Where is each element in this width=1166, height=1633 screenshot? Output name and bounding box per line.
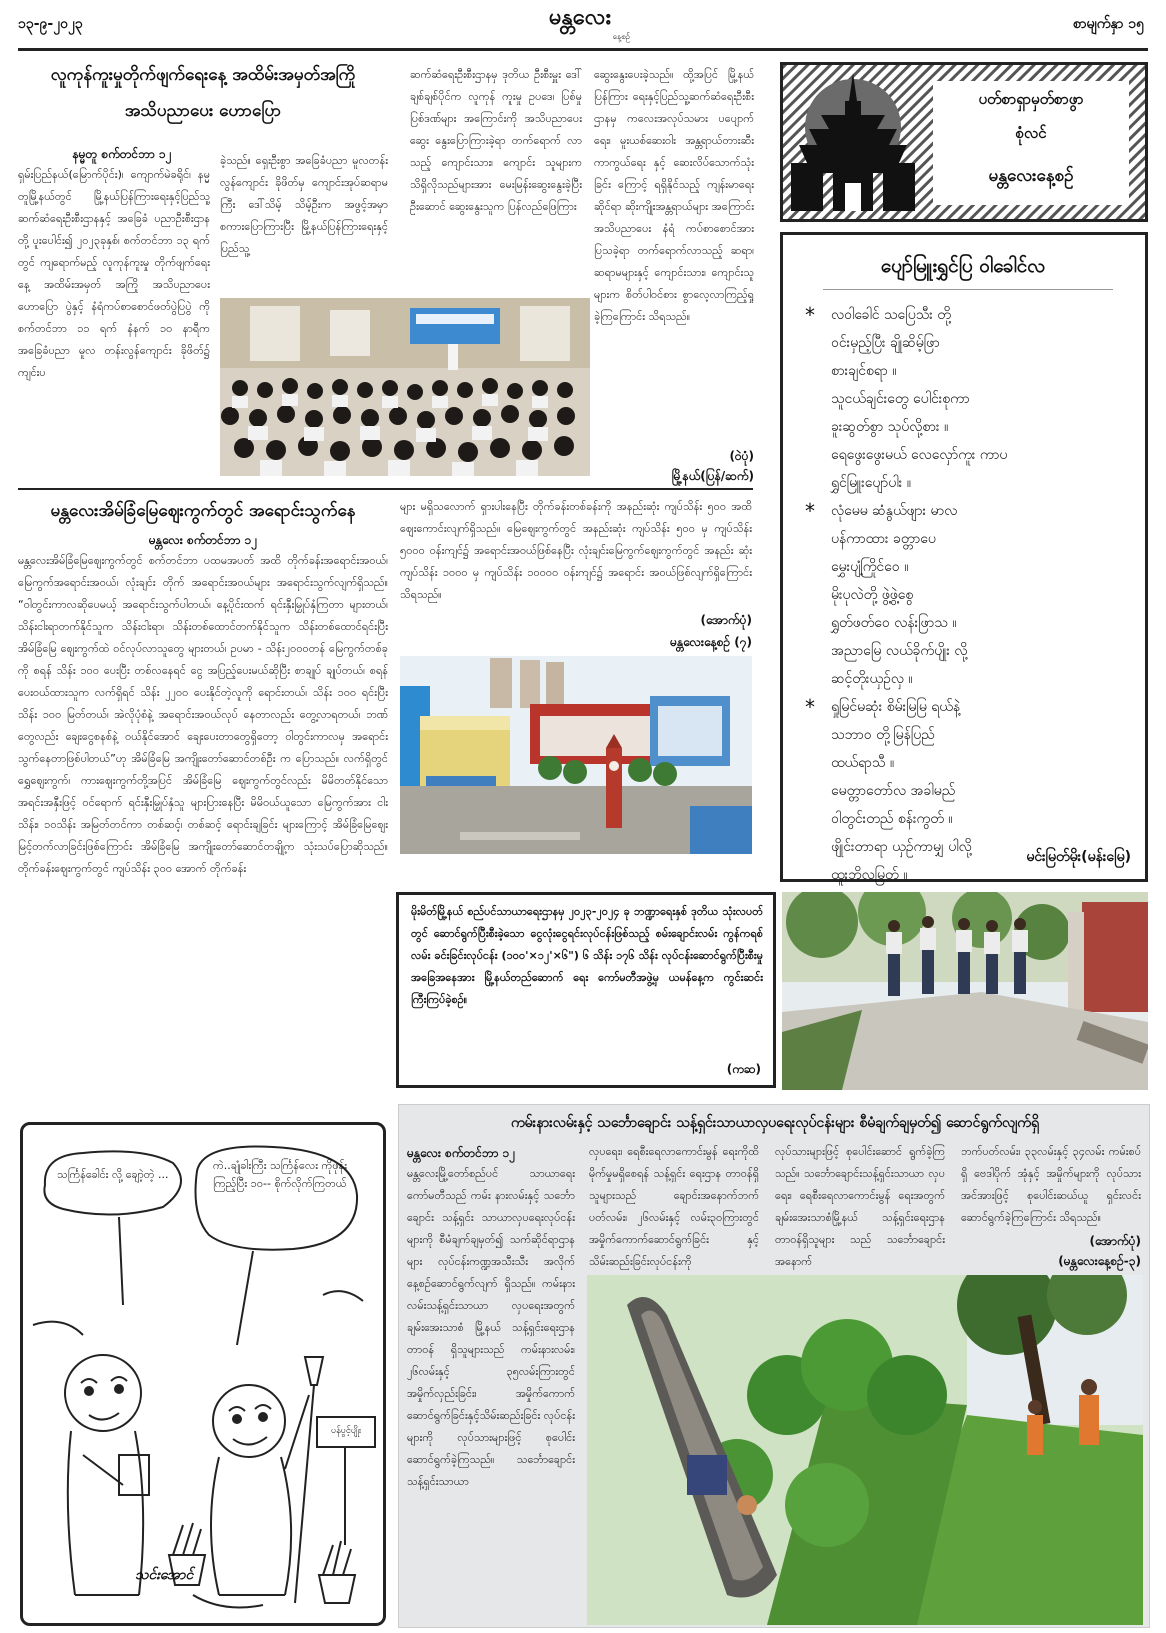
- article-real-estate: [18, 494, 758, 875]
- article-1-photo-auditorium: [220, 298, 590, 476]
- auditorium-photo-illustration: [220, 298, 590, 476]
- article-1-column-1: ရှမ်းပြည်နယ်(မြောက်ပိုင်း)၊ ကျောက်မဲခရိုင်၊ နမ္မတူမြို့နယ်တွင် မြို့နယ်ပြန်ကြားရေးနှင့်ပြည်သူ့ ဆက်ဆံရေးဦးစီးဌာနနှင့် အခြေခံ ပညာဦးစီးဌာနတို့ ပူးပေါင်း၍ ၂၀၂၃ခုနှစ်၊ စက်တင်ဘာ ၁၃ ရက် တွင် ကျရောက်မည့် လူကုန်ကူးမှု တိုက်ဖျက်ရေးနေ့ အထိမ်းအမှတ် အကြို အသိပညာပေး ဟောပြော ပွဲနှင့် နံရံကပ်စာစောင်ဖတ်ပွဲပြပွဲ ကို စက်တင်ဘာ ၁၁ ရက် နံနက် ၁၀ နာရီက အခြေခံပညာ မူလ တန်းလွန်ကျောင်း ခိုဖိတ်၌ ကျင်းပ: [18, 168, 210, 379]
- article-2-headline: မန္တလေးအိမ်ခြံမြေဈေးကွက်တွင် အရောင်းသွက်နေ: [50, 501, 356, 521]
- article-4-dateline: မန္တလေး စက်တင်ဘာ ၁၂: [407, 1146, 516, 1160]
- poem-line: မွှေးပျံ့ကြိုင်ဝေ ။: [831, 559, 909, 575]
- article-4-column-2: လှပရေး၊ ရေစီးရေလာကောင်းမွန် ရေးကိုထိမိုက်မှုမရှိစေရန် သန့်ရှင်း ရေးဌာန တာဝန်ရှိသူများသည် ချောင်းအနောက်ဘက်ပတ်လမ်း၊ ၂၆လမ်းနှင့် လမ်း၃၀ကြားတွင် အမှိုက်ကောက်ဆောင်ရွက်ခြင်း နှင့် သိမ်းဆည်းခြင်းလုပ်ငန်းကို: [589, 1145, 759, 1268]
- article-4-column-4: ဘက်ပတ်လမ်း၊ ၃၃လမ်းနှင့် ၃၄လမ်း ကမ်းစပ်ရှိ ဗေဒါပိုက် အုံနှင့် အမှိုက်များကို လုပ်သား အင်အားဖြင့် စုပေါင်းဆယ်ယူ ရှင်းလင်းဆောင်ရွက်ခဲ့ကြကြောင်း သိရသည်။: [961, 1145, 1141, 1224]
- road-photo-illustration: [782, 892, 1148, 1090]
- stanza-3-bullet: *: [805, 695, 815, 719]
- article-road-construction-box: [396, 892, 776, 1088]
- poem-line: ရွှတ်ဖတ်ဝေ လန်းဖြာသ ။: [831, 615, 957, 631]
- poem-line: မေတ္တာတော်လ အခါမည်: [831, 783, 956, 799]
- article-1-column-3: ဆက်ဆံရေးဦးစီးဌာနမှ ဒုတိယ ဦးစီးမှူး ဒေါ်ချစ်ချစ်ပိုင်က လူကုန် ကူးမှု ဥပဒေ၊ ပြစ်မှုပြစ်ဒဏ်များ အကြောင်းကို အသိပညာပေး ဆွေး နွေးပြောကြားခဲ့ရာ တက်ရောက် လာသည့် ကျောင်းသား၊ ကျောင်း သူများက သိရှိလိုသည်များအား မေးမြန်းဆွေးနွေးခဲ့ပြီး ဦးဆောင် ဆွေးနွေးသူက ပြန်လည်ဖြေကြား: [410, 68, 582, 213]
- article-1-photo-credit: (ဝဲပုံ): [729, 449, 754, 463]
- poem-line: လဝါခေါင် သပြေသီး တို့: [831, 307, 951, 323]
- article-4-headline: ကမ်းနားလမ်းနှင့် သင်္ဘောချောင်း သန့်ရှင်းသာယာလှပရေးလုပ်ငန်းများ စီမံချက်ချမှတ်၍ ဆောင်ရွက်လျက်ရှိ: [510, 1115, 1040, 1131]
- pagoda-logo-icon: [791, 71, 921, 213]
- poem-line: ရှုမြင်မဆုံး စိမ်းမြမြ ရယ်နဲ့: [831, 699, 961, 715]
- article-1-headline-line-2: အသိပညာပေး ဟောပြော: [124, 101, 282, 121]
- poem-line: သဘာဝ တို့မြန်ပြည်: [831, 727, 935, 743]
- article-2-source-credit: မန္တလေးနေ့စဉ် (၇): [670, 635, 752, 649]
- cartoon-panel: [20, 1122, 386, 1626]
- boat-photo-illustration: [587, 1275, 1143, 1625]
- article-2-photo-city-clock-tower: [400, 656, 752, 854]
- poem-line: အညာမြေ လယ်ခိုက်ပျိုး လို့: [831, 643, 968, 659]
- article-1-source-credit: မြို့နယ်(ပြန်/ဆက်): [671, 469, 754, 483]
- cartoon-sign-text: ပန်ပွင့်ပျိုး: [330, 1426, 362, 1436]
- article-1-headline-line-1: လူကုန်ကူးမှုတိုက်ဖျက်ရေးနေ့ အထိမ်းအမှတ်အကြို: [50, 65, 356, 85]
- issue-date: ၁၃-၉-၂၀၂၃: [18, 16, 83, 32]
- advertisement-box: [780, 62, 1148, 222]
- city-photo-illustration: [400, 656, 752, 854]
- cartoon-speech-bubble-1: သင်္ကြန်ခေါင်း လို့ ချောဲ့တဲ့ ...: [57, 1168, 169, 1181]
- stanza-1-bullet: *: [805, 303, 815, 327]
- stanza-2-bullet: *: [805, 499, 815, 523]
- article-3-credit: (ကဆ): [726, 1062, 761, 1076]
- masthead-logo: [520, 4, 640, 44]
- article-4-photo-boat: [587, 1275, 1143, 1625]
- article-2-column-1: မန္တလေးအိမ်ခြံမြေဈေးကွက်တွင် စက်တင်ဘာ ပထမအပတ် အထိ တိုက်ခန်းအရောင်းအဝယ်၊ မြေကွက်အရောင်းအဝယ်၊ လုံးချင်း တိုက် အရောင်းအဝယ်များ အရောင်းသွက်လျက်ရှိသည်။ “ဝါတွင်းကာလဆိုပေမယ့် အရောင်းသွက်ပါတယ်၊ နေ့ပိုင်းထက် ရင်းနှီးမြှုပ်နှံကြတာ များတယ်၊ သိန်းငါးရာတက်နိုင်သူက သိန်းငါးရာ၊ သိန်းတစ်ထောင်တက်နိုင်သူက သိန်းတစ်ထောင်ရင်းပြီး အိမ်ခြံမြေ ဈေးကွက်ထဲ ဝင်လုပ်လာသူတွေ များတယ်၊ ဥပမာ - သိန်း၂၀၀၀တန် မြေကွက်တစ်ခုကို စရန် သိန်း ၁၀၀ ပေးပြီး တစ်လနေရင် ငွေ အပြည့်ပေးမယ်ဆိုပြီး စာချုပ် ချုပ်တယ်၊ စရန်ပေးဝယ်ထားသူက လက်ရှိရင် သိန်း ၂၂၀၀ ပေးနိုင်တဲ့လူကို ရောင်းတယ်၊ သိန်း ၁၀၀ ရင်းပြီး သိန်း ၁၀၀ မြတ်တယ်၊ အဲလိုပုံစံနဲ့ အရောင်းအဝယ်လုပ် နေတာလည်း တွေ့လာရတယ်၊ ဘဏ်တွေလည်း ချေးငွေစနစ်နဲ့ ဝယ်နိုင်အောင် ချေးပေးတာတွေရှိတော့ ဝါတွင်းကာလမှ အရောင်း သွက်နေတာဖြစ်ပါတယ်”ဟု အိမ်ခြံမြေ အကျိုးတော်ဆောင်တစ်ဦး က ပြောသည်။ လက်ရှိတွင် ရွှေဈေးကွက်၊ ကားဈေးကွက်တို့အပြင် အိမ်ခြံမြေ ဈေးကွက်တွင်လည်း မိမိတတ်နိုင်သော အရင်းအနှီးဖြင့် ဝင်ရောက် ရင်းနှီးမြှုပ်နှံသူ များပြားနေပြီး မိမိဝယ်ယူသော မြေကွက်အား ငါးသိန်း၊ ၁၀သိန်း အမြတ်တင်ကာ တစ်ဆင့်၊ တစ်ဆင့် ရောင်းချခြင်း များကြောင့် အိမ်ခြံမြေဈေးမြင့်တက်လာခြင်းဖြစ်ကြောင်း အိမ်ခြံမြေ အကျိုးတော်ဆောင်တချို့က သုံးသပ်ပြောဆိုသည်။ တိုက်ခန်းဈေးကွက်တွင် ကျပ်သိန်း ၃၀၀ အောက် တိုက်ခန်း: [18, 554, 388, 875]
- poem-line: ထယ်ရာသီ ။: [831, 755, 895, 771]
- poem-line: သူငယ်ချင်းတွေ ပေါင်းစုကာ: [831, 391, 970, 407]
- poem-line: ရွှင်မြူးပျော်ပါး ။: [831, 475, 911, 491]
- poem-signature: မင်းမြတ်မိုး(မန်းမြေ): [1026, 849, 1131, 865]
- poem-line: ထူးဘိလမြတ် ။: [831, 867, 908, 883]
- poem-line: ဝါတွင်းတည် စန်းကွတ် ။: [831, 811, 953, 827]
- article-riverside-cleanup: [398, 1104, 1150, 1628]
- poem-line: ရေဖွေးဖွေးမယ် လေလှော်ကူး ကာပ: [831, 447, 1008, 463]
- article-3-photo-road: [782, 892, 1148, 1090]
- article-3-text: မိုးမိတ်မြို့နယ် စည်ပင်သာယာရေးဌာနမှ ၂၀၂၃-၂၀၂၄ ခု ဘဏ္ဍာရေးနှစ် ဒုတိယ သုံးလပတ်တွင် ဆောင်ရွက်ပြီးစီးခဲ့သော ငွေလုံးငွေရင်းလုပ်ငန်းဖြစ်သည့် စမ်းချောင်းလမ်း ကွန်ကရစ်လမ်း ခင်းခြင်းလုပ်ငန်း (၁၀၀'×၁၂'×၆") ၆ သိန်း ၁၇၆ သိန်း လုပ်ငန်းဆောင်ရွက်ပြီးစီးမှု အခြေအနေအား မြို့နယ်တည်ဆောက် ရေး ကော်မတီအဖွဲ့မှ ယမန်နေ့က ကွင်းဆင်းကြီးကြပ်ခဲ့စဉ်။: [411, 905, 763, 1006]
- poem-line: စားချင်စရာ ။: [831, 363, 897, 379]
- cartoon-speech-bubble-2: ကဲ..ချုံခါးကြီး သင်္ကြန်လေး ကိုဖုန်းကြည့်ပြီး ၁၀-- စိုက်လိုက်ကြတယ်: [213, 1159, 348, 1190]
- article-1-column-2: ခဲ့သည်။ ရှေးဦးစွာ အခြေခံပညာ မူလတန်းလွန်ကျောင်း ခိုဖိတ်မှ ကျောင်းအုပ်ဆရာမကြီး ဒေါ်သိမ့် သိမ့်ဦးက အဖွင့်အမှာစကားပြောကြားပြီး မြို့နယ်ပြန်ကြားရေးနှင့်ပြည်သူ့: [220, 154, 388, 255]
- poem-title-rule: [823, 289, 1113, 290]
- article-4-photo-credit: (အောက်ပုံ): [1089, 1234, 1141, 1248]
- ad-line-1: ပတ်စာရှာမှတ်စာဖွာ: [978, 90, 1084, 108]
- poem-box: [780, 232, 1148, 882]
- masthead-rule: [18, 48, 1148, 51]
- article-1-dateline: နမ္မတူ စက်တင်ဘာ ၁၂: [72, 147, 172, 161]
- poem-line: ပန်ကာထား ခတ္တာပေ: [831, 531, 936, 547]
- article-anti-trafficking: [18, 58, 768, 498]
- poem-line: ခူးဆွတ်စွာ သုပ်လို့စား ။: [831, 419, 949, 435]
- article-4-column-3: လုပ်သားများဖြင့် စုပေါင်းဆောင် ရွက်ခဲ့ကြသည်။ သင်္ဘောချောင်းသန့်ရှင်းသာယာ လှပရေး၊ ရေစီးရေလာကောင်းမွန် ရေးအတွက် ချမ်းအေးသာစံမြို့နယ် သန့်ရှင်းရေးဌာန တာဝန်ရှိသူများ သည် သင်္ဘောချောင်းအနောက်: [775, 1145, 945, 1268]
- poem-line: ဝင်းမှည့်ပြီး ချိုဆိမ့်ဖြာ: [831, 335, 940, 351]
- article-1-column-4: ဆွေးနွေးပေးခဲ့သည်။ ထို့အပြင် မြို့နယ်ပြန်ကြား ရေးနှင့်ပြည်သူ့ဆက်ဆံရေးဦးစီး ဌာနမှ ကလေးအလုပ်သမား ပပျောက်ရေး၊ မူးယစ်ဆေးဝါး အန္တရာယ်တားဆီးကာကွယ်ရေး နှင့် ဆေးလိပ်သောက်သုံးခြင်း ကြောင့် ရရှိနိုင်သည့် ကျန်းမာရေး ဆိုင်ရာ ဆိုးကျိုးအန္တရာယ်များ အကြောင်း အသိပညာပေး နံရံ ကပ်စာစောင်အား ပြသခဲ့ရာ တက်ရောက်လာသည့် ဆရာ၊ ဆရာမများနှင့် ကျောင်းသား၊ ကျောင်းသူများက စိတ်ပါဝင်စား စွာလေ့လာကြည့်ရှုခဲ့ကြကြောင်း သိရသည်။: [594, 68, 754, 323]
- poem-line: လုံမေမ ဆံနွယ်ဖျား မာလ: [831, 503, 958, 519]
- page-number: စာမျက်နှာ ၁၅: [1072, 16, 1144, 32]
- article-4-column-1: မန္တလေးမြို့တော်စည်ပင် သာယာရေးကော်မတီသည် ကမ်း နားလမ်းနှင့် သင်္ဘောချောင်း သန့်ရှင်း သာယာလှပရေးလုပ်ငန်းများကို စီမံချက်ချမှတ်၍ သက်ဆိုင်ရာဌာန များ လုပ်ငန်းကဏ္ဍအသီးသီး အလိုက် နေ့စဉ်ဆောင်ရွက်လျက် ရှိသည်။ ကမ်းနားလမ်းသန့်ရှင်းသာယာ လှပရေးအတွက် ချမ်းအေးသာစံ မြို့နယ် သန့်ရှင်းရေးဌာန တာဝန် ရှိသူများသည် ကမ်းနားလမ်း၊ ၂၆လမ်းနှင့် ၃၅လမ်းကြားတွင် အမှိုက်လှည်းခြင်း၊ အမှိုက်ကောက် ဆောင်ရွက်ခြင်းနှင့်သိမ်းဆည်းခြင်း လုပ်ငန်းများကို လုပ်သားများဖြင့် စုပေါင်းဆောင်ရွက်ခဲ့ကြသည်။ သင်္ဘောချောင်း သန့်ရှင်းသာယာ: [407, 1167, 575, 1488]
- divider-1: [18, 488, 753, 490]
- masthead-logo-text: မန္တလေး: [548, 5, 612, 30]
- cartoonist-signature: သင်းအောင်: [135, 1567, 194, 1583]
- poem-stanza-2: [831, 497, 1131, 693]
- poem-line: မိုးပုလဲတို့ ဖွဲ့ဖွဲ့စွေ: [831, 587, 914, 603]
- cartoon-drawing: [23, 1125, 383, 1623]
- poem-line: ဖျိုင်းတာရာ ယှဉ်ကာမျှ ပါလို့: [831, 839, 972, 855]
- poem-title: ပျော်မြူးရွှင်ပြ ဝါခေါင်လ: [880, 255, 1046, 277]
- masthead: [0, 0, 1166, 50]
- article-2-photo-credit: (အောက်ပုံ): [700, 613, 752, 627]
- masthead-logo-sub: နေ့စဉ်: [612, 32, 630, 41]
- article-2-dateline: မန္တလေး စက်တင်ဘာ ၁၂: [148, 533, 258, 547]
- article-4-source-credit: (မန္တလေးနေ့စဉ်-၃): [1058, 1254, 1141, 1268]
- poem-line: ဆင့်တိုးယှဉ်လှ ။: [831, 671, 913, 687]
- article-2-column-2: များ မရှိသလောက် ရှားပါးနေပြီး တိုက်ခန်းတစ်ခန်းကို အနည်းဆုံး ကျပ်သိန်း ၅၀၀ အထိ ဈေးကောင်းလျက်ရှိသည်။ မြေဈေးကွက်တွင် အနည်းဆုံး ကျပ်သိန်း ၅၀၀ မှ ကျပ်သိန်း ၅၀၀၀ ဝန်းကျင်၌ အရောင်းအဝယ်ဖြစ်နေပြီး လုံးချင်းမြေကွက်ဈေးကွက်တွင် အနည်း ဆုံး ကျပ်သိန်း ၁၀၀၀ မှ ကျပ်သိန်း ၁၀၀၀၀ ဝန်းကျင်၌ အရောင်း အဝယ်ဖြစ်လျက်ရှိကြောင်း သိရသည်။: [400, 500, 752, 601]
- ad-line-3: မန္တလေးနေ့စဉ်: [988, 166, 1074, 186]
- poem-stanza-1: [831, 301, 1131, 497]
- ad-line-2: စုံလင်: [1015, 124, 1047, 142]
